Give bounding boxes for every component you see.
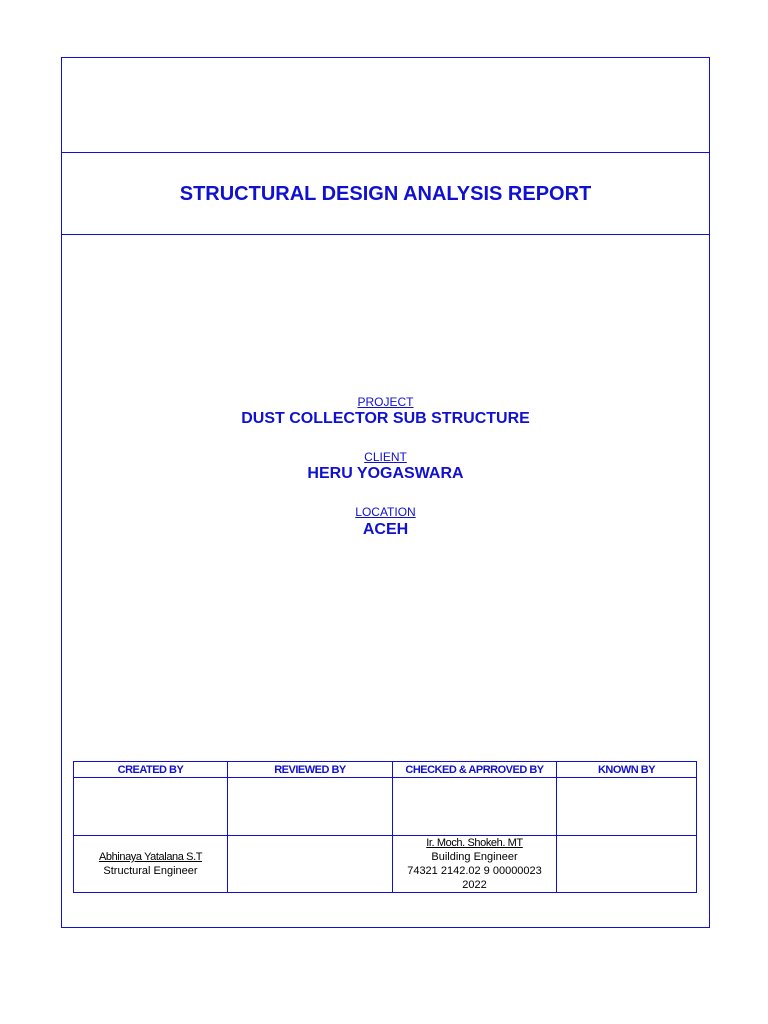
project-label: PROJECT xyxy=(357,395,414,409)
signature-names-row xyxy=(74,836,697,893)
approved-by-reg-no: 74321 2142.02 9 00000023 xyxy=(407,865,542,877)
client-label: CLIENT xyxy=(364,450,407,464)
header-divider-bottom xyxy=(62,234,709,235)
created-by-header: CREATED BY xyxy=(74,762,228,778)
location-name: ACEH xyxy=(362,521,409,538)
approved-by-name: Ir. Moch. Shokeh. MT xyxy=(426,837,523,849)
signature-header-row xyxy=(74,762,697,778)
known-by-cell xyxy=(557,836,697,893)
created-by-name: Abhinaya Yatalana S.T xyxy=(98,851,203,863)
created-signature-space xyxy=(74,778,228,836)
report-cover-frame xyxy=(61,57,710,928)
reviewed-by-header: REVIEWED BY xyxy=(228,762,393,778)
header-divider-top xyxy=(62,152,709,153)
approved-by-header: CHECKED & APRROVED BY xyxy=(393,762,557,778)
created-by-cell xyxy=(74,836,228,893)
approved-signature-space xyxy=(393,778,557,836)
signature-space-row xyxy=(74,778,697,836)
reviewed-signature-space xyxy=(228,778,393,836)
signature-table xyxy=(73,761,697,893)
location-label: LOCATION xyxy=(355,505,416,519)
approved-by-year: 2022 xyxy=(462,879,487,891)
project-name: DUST COLLECTOR SUB STRUCTURE xyxy=(241,410,530,427)
client-name: HERU YOGASWARA xyxy=(307,465,464,482)
approved-by-cell xyxy=(393,836,557,893)
known-by-header: KNOWN BY xyxy=(557,762,697,778)
report-title: STRUCTURAL DESIGN ANALYSIS REPORT xyxy=(179,183,592,205)
known-signature-space xyxy=(557,778,697,836)
approved-by-role: Building Engineer xyxy=(431,851,518,863)
reviewed-by-cell xyxy=(228,836,393,893)
created-by-role: Structural Engineer xyxy=(103,865,198,877)
